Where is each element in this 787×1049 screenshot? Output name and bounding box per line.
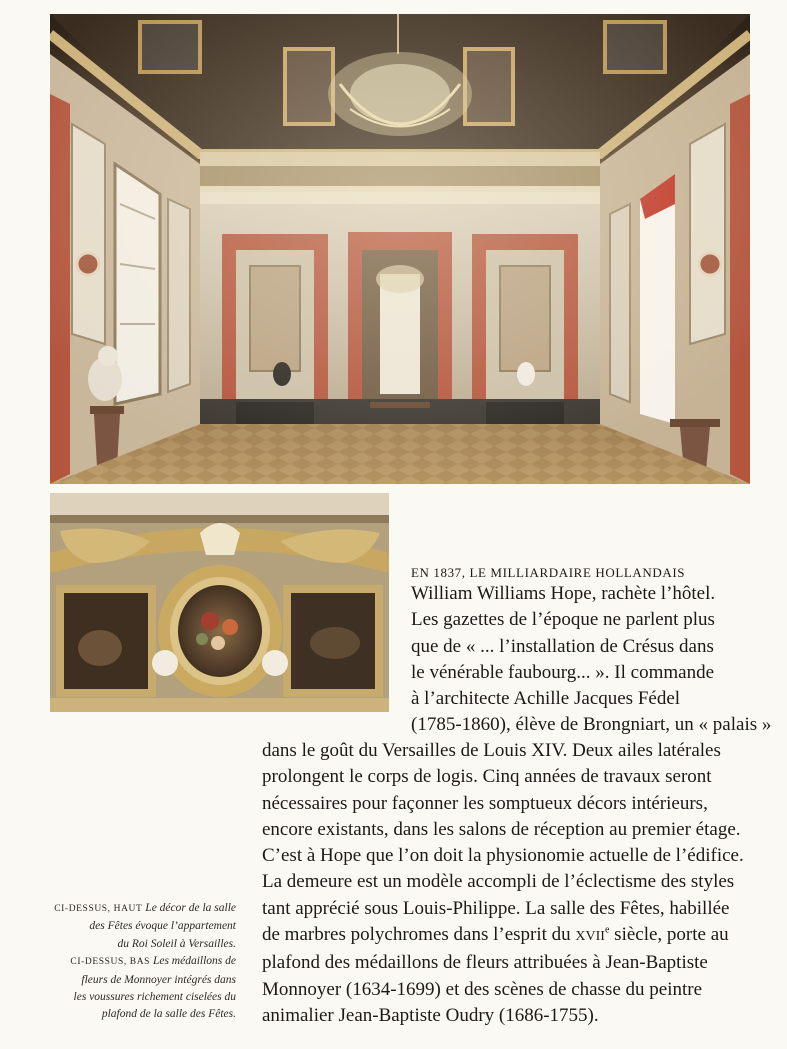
caption-text: Le décor de la salle [145, 902, 236, 914]
article-line: Les gazettes de l’époque ne parlent plus [411, 609, 715, 631]
article-line: tant apprécié sous Louis-Philippe. La salle des Fêtes, habillée [262, 897, 730, 919]
article-line: Monnoyer (1634-1699) et des scènes de chasse du peintre [262, 978, 703, 1000]
century-superscript: e [604, 924, 610, 936]
article-line-part: siècle, porte au [609, 924, 729, 946]
article-line: dans le goût du Versailles de Louis XIV. Deux ailes latérales [262, 740, 721, 761]
salle-des-fetes-illustration [50, 14, 750, 484]
article-line [262, 922, 744, 950]
article-line: le vénérable faubourg... ». Il commande [411, 661, 715, 683]
article-line: animalier Jean-Baptiste Oudry (1686-1755). [262, 1004, 599, 1026]
article-line: prolongent le corps de logis. Cinq années de travaux seront [262, 766, 712, 788]
medaillons-voussures-photo [50, 493, 389, 712]
article-line: à l’architecte Achille Jacques Fédel [411, 688, 681, 710]
article-column-narrow [411, 581, 771, 739]
medaillons-illustration [50, 493, 389, 712]
caption-text: plafond de la salle des Fêtes. [101, 1008, 236, 1021]
caption-label-top: CI-DESSUS, HAUT [54, 904, 143, 914]
article-lead: EN 1837, LE MILLIARDAIRE HOLLANDAIS [411, 565, 686, 580]
article-line: La demeure est un modèle accompli de l’éclectisme des styles [262, 871, 735, 893]
article-line: que de « ... l’installation de Crésus dans [411, 635, 714, 657]
caption-text: fleurs de Monnoyer intégrés dans [81, 973, 236, 986]
article-line: C’est à Hope que l’on doit la physionomie actuelle de l’édifice. [262, 845, 744, 867]
caption-top [38, 900, 236, 953]
salle-des-fetes-photo [50, 14, 750, 484]
article-column-wide [262, 738, 744, 1029]
caption-text: les voussures richement ciselées du [73, 991, 236, 1004]
article-line-part: de marbres polychromes dans l’esprit du [262, 924, 576, 946]
article-line: plafond des médaillons de fleurs attribuées à Jean-Baptiste [262, 952, 708, 974]
article-line: encore existants, dans les salons de réception au premier étage. [262, 818, 741, 840]
century-numeral: XVII [575, 929, 605, 945]
caption-text: Les médaillons de [152, 955, 236, 968]
article-line: William Williams Hope, rachète l’hôtel. [411, 583, 716, 604]
article-line: nécessaires pour façonner les somptueux décors intérieurs, [262, 792, 708, 814]
article-line: (1785-1860), élève de Brongniart, un « palais » [411, 714, 772, 736]
caption-text: des Fêtes évoque l’appartement [89, 920, 236, 933]
photo-caption [38, 900, 236, 1024]
caption-text: du Roi Soleil à Versailles. [117, 937, 236, 950]
caption-bottom [38, 953, 236, 1024]
caption-label-bottom: CI-DESSUS, BAS [70, 957, 151, 968]
